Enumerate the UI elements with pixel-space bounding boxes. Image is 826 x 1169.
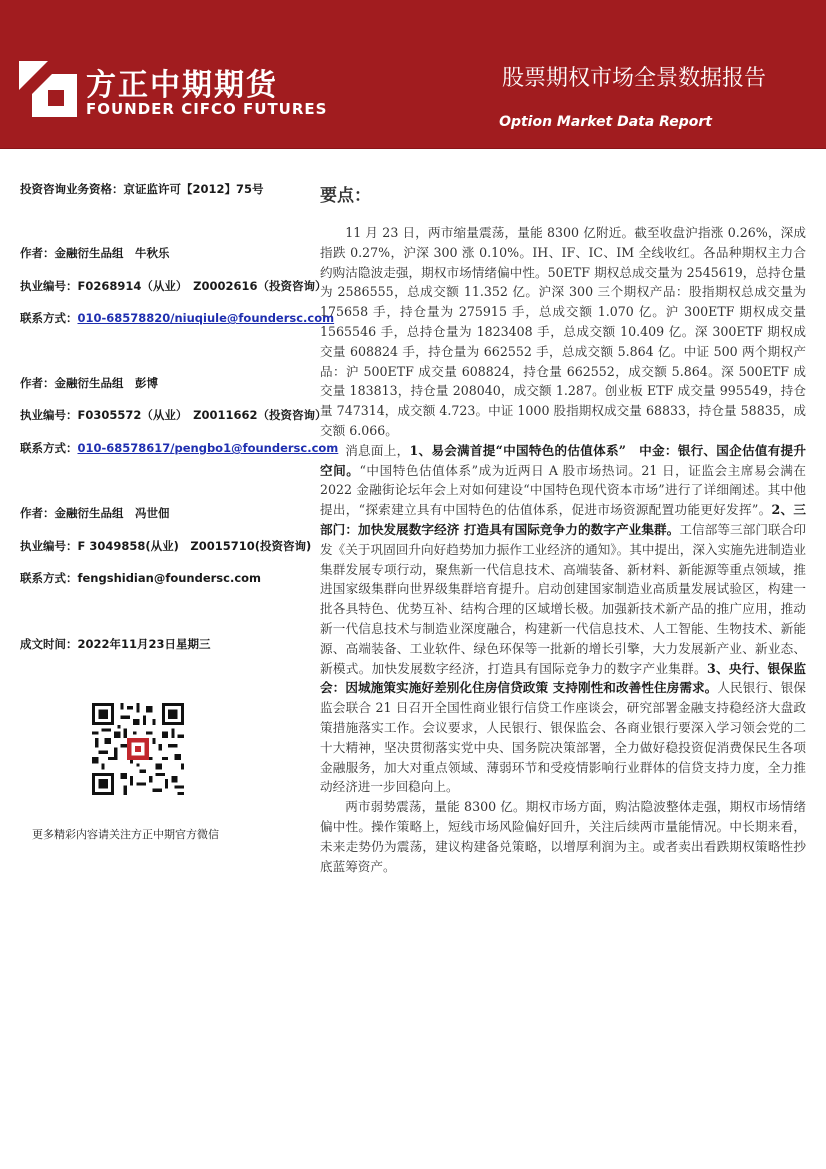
market-summary-paragraph: 11 月 23 日，两市缩量震荡，量能 8300 亿附近。截至收盘沪指涨 0.26%，深成指跌 0.27%，沪深 300 涨 0.10%。IH、IF、IC、IM 全线收红。各品种期权主力合约购沽隐波走强，期权市场情绪偏中性。50ETF 期权总成交量为 2545619，总持仓量为 2586555，总成交额 11.352 亿。沪深 300 三个期权产品：股指期权总成交量为 175658 手，持仓量为 275915 手，总成交额 1.070 亿。沪 300ETF 期权成交量 1565546 手，总持仓量为 1823408 手，总成交额 10.409 亿。深 300ETF 期权成交量 608824 手，持仓量为 662552 手，总成交额 5.864 亿。中证 500 两个期权产品：沪 500ETF 成交量 608824，持仓量 662552，成交额 5.864。深 500ETF 成交量 183813，持仓量 208040，成交额 1.287。创业板 ETF 成交量 995549，持仓量 747314，成交额 4.723。中证 1000 股指期权成交量 68833，持仓量 58835，成交额 6.066。 — [320, 225, 806, 438]
contact-label: 联系方式： — [20, 441, 78, 455]
author-2-name: 作者：金融衍生品组 彭博 — [20, 376, 158, 390]
logo-chinese-name: 方正中期期货 — [86, 68, 278, 103]
report-subtitle: Option Market Data Report — [499, 114, 712, 130]
founder-logo-icon — [18, 60, 78, 118]
news-intro: 消息面上， — [345, 442, 410, 458]
qr-caption: 更多精彩内容请关注方正中期官方微信 — [32, 828, 219, 841]
news-headline-1: 1、易会满首提“中国特色的估值体系” 中金：银行、国企估值有提升空间。 — [320, 442, 806, 478]
author-3-name: 作者：金融衍生品组 冯世佃 — [20, 506, 170, 520]
news-paragraph — [320, 441, 806, 797]
author-2-email-link[interactable]: 010-68578617/pengbo1@foundersc.com — [77, 441, 339, 455]
author-2-contact — [20, 440, 338, 456]
qr-code-icon — [92, 703, 184, 795]
strategy-paragraph: 两市弱势震荡，量能 8300 亿。期权市场方面，购沽隐波整体走强，期权市场情绪偏中性。操作策略上，短线市场风险偏好回升，关注后续两市量能情况。中长期来看，未来走势仍为震荡，建议构建备兑策略，以增厚利润为主。或者卖出看跌期权策略性抄底蓝筹资产。 — [320, 799, 806, 874]
key-points-body — [320, 223, 806, 876]
author-1-contact — [20, 310, 334, 326]
news-headline-2: 2、三部门：加快发展数字经济 打造具有国际竞争力的数字产业集群。 — [320, 502, 806, 537]
author-1-registration: 执业编号：F0268914（从业） Z0002616（投资咨询） — [20, 279, 327, 293]
author-3-email: fengshidian@foundersc.com — [77, 571, 262, 585]
author-2-registration: 执业编号：F0305572（从业） Z0011662（投资咨询） — [20, 408, 327, 422]
news-body-2: 工信部等三部门联合印发《关于巩固回升向好趋势加力振作工业经济的通知》。其中提出，深入实施先进制造业集群发展专项行动，聚焦新一代信息技术、高端装备、新材料、新能源等重点领域，推进国家级集群向世界级集群培育提升。启动创建国家制造业高质量发展试验区，构建一批各具特色、优势互补、结构合理的区域增长极。加强新技术新产品的推广应用，推动新一代信息技术与制造业深度融合，构建新一代信息技术、人工智能、生物技术、新能源、高端装备、工业软件、绿色环保等一批新的增长引擎，大力发展新产业、新业态、新模式。加快发展数字经济，打造具有国际竞争力的数字产业集群。 — [320, 521, 807, 676]
contact-label: 联系方式： — [20, 571, 78, 585]
contact-label: 联系方式： — [20, 311, 78, 325]
author-3-contact — [20, 570, 261, 586]
news-body-1: “中国特色估值体系”成为近两日 A 股市场热词。21 日，证监会主席易会满在 2022 金融街论坛年会上对如何建设“中国特色现代资本市场”进行了详细阐述。其中他提出，“探索建立具有中国特色的估值体系，促进市场资源配置功能更好发挥”。 — [320, 462, 806, 518]
report-title: 股票期权市场全景数据报告 — [501, 66, 766, 91]
header-divider — [0, 148, 826, 149]
license-line: 投资咨询业务资格：京证监许可【2012】75号 — [20, 182, 264, 196]
author-1-name: 作者：金融衍生品组 牛秋乐 — [20, 246, 170, 260]
date-line: 成文时间：2022年11月23日星期三 — [20, 637, 211, 651]
author-3-registration: 执业编号：F 3049858(从业) Z0015710(投资咨询) — [20, 539, 312, 553]
author-1-email-link[interactable]: 010-68578820/niuqiule@foundersc.com — [77, 311, 335, 325]
key-points-heading: 要点： — [320, 186, 371, 206]
news-body-3: 人民银行、银保监会联合 21 日召开全国性商业银行信贷工作座谈会，研究部署金融支持稳经济大盘政策措施落实工作。会议要求，人民银行、银保监会、各商业银行要深入学习领会党的二十大精神，坚决贯彻落实党中央、国务院决策部署，全力做好稳投资促消费保民生各项金融服务，加大对重点领域、薄弱环节和受疫情影响行业群体的信贷支持力度，全力推动经济进一步回稳向上。 — [320, 680, 806, 795]
news-headline-3: 3、央行、银保监会：因城施策实施好差别化住房信贷政策 支持刚性和改善性住房需求。 — [320, 660, 807, 696]
logo-english-name: FOUNDER CIFCO FUTURES — [86, 100, 328, 118]
